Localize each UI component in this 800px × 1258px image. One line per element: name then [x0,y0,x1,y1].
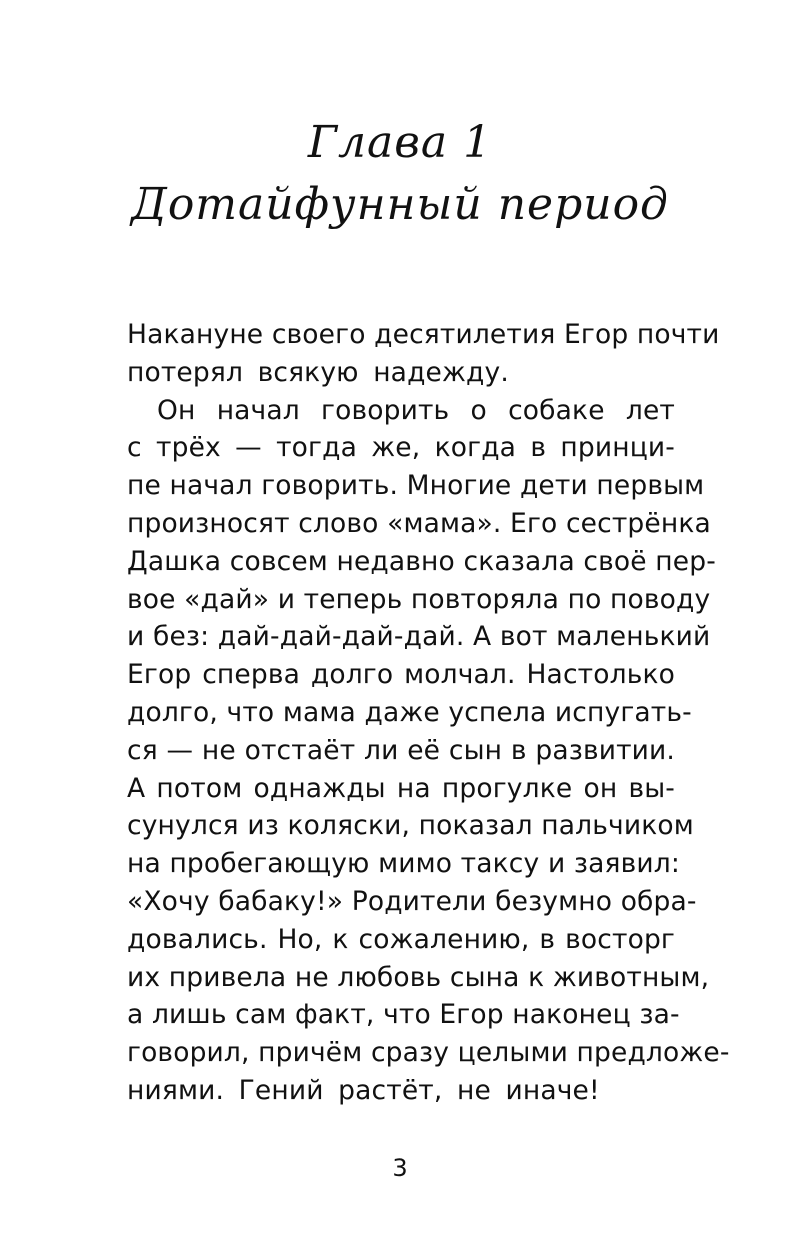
text-line: потерял всякую надежду. [127,356,509,388]
paragraph [127,392,730,1110]
text-line: произносят слово «мама». Его сестрёнка [127,507,711,539]
text-line: и без: дай-дай-дай-дай. А вот маленький [127,621,711,653]
text-line: Накануне своего десятилетия Егор почти [127,319,720,350]
text-line: А потом однажды на прогулке он вы- [127,772,675,804]
text-line: их привела не любовь сына к животным, [127,961,710,993]
chapter-number: Глава 1 [307,117,493,168]
paragraph [127,316,720,392]
text-line: долго, что мама даже успела испугать- [127,696,692,728]
text-line: ся — не отстаёт ли её сын в развитии. [127,734,675,766]
text-line: «Хочу бабаку!» Родители безумно обра- [127,885,697,917]
text-line: говорил, причём сразу целыми предложе- [127,1037,730,1069]
text-line: ниями. Гений растёт, не иначе! [127,1074,600,1106]
text-line: пе начал говорить. Многие дети первым [127,470,705,502]
chapter-heading [0,112,800,236]
text-line: Егор сперва долго молчал. Настолько [127,659,675,691]
text-line: довались. Но, к сожалению, в восторг [127,923,675,955]
text-line: сунулся из коляски, показал пальчиком [127,810,694,842]
text-line: а лишь сам факт, что Егор наконец за- [127,999,680,1031]
page-number: 3 [392,1154,408,1182]
text-line: с трёх — тогда же, когда в принци- [127,432,675,464]
text-line: Дашка совсем недавно сказала своё пер- [127,545,716,577]
text-line: вое «дай» и теперь повторяла по поводу [127,583,711,615]
text-line: Он начал говорить о собаке лет [157,394,675,426]
chapter-title: Дотайфунный период [131,179,669,230]
text-line: на пробегающую мимо таксу и заявил: [127,848,680,880]
body-text [127,316,730,1110]
